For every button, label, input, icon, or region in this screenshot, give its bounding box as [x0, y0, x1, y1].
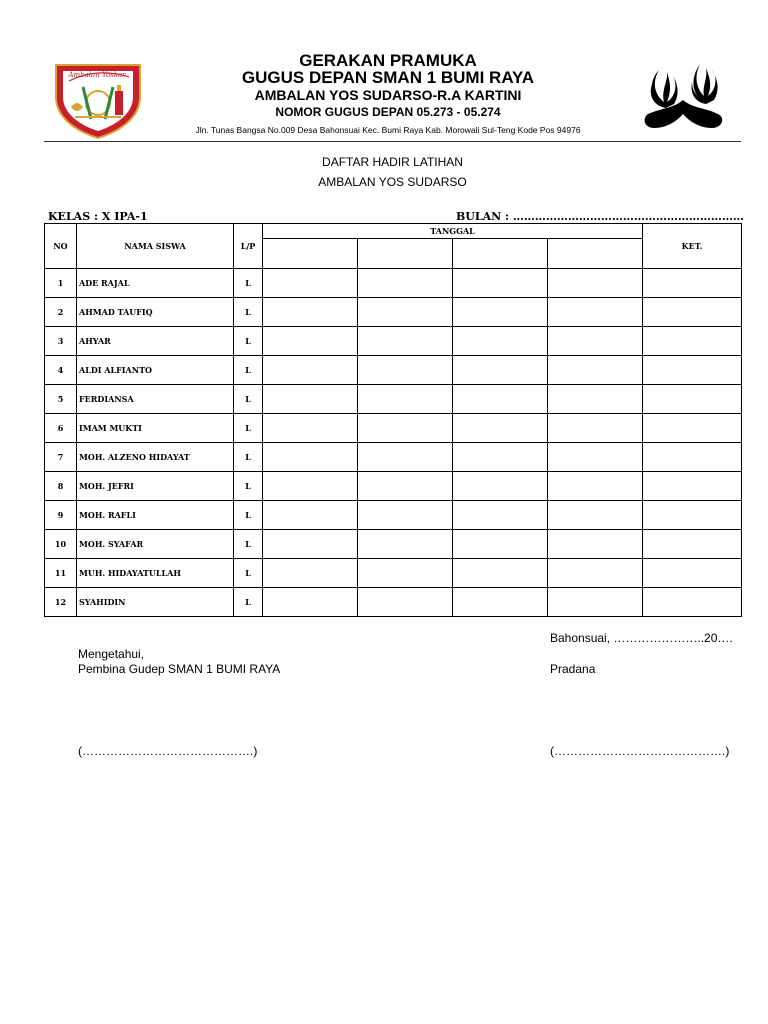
- student-name: FERDIANSA: [77, 385, 234, 414]
- header-nama: NAMA SISWA: [77, 224, 234, 269]
- header-tanggal: TANGGAL: [263, 224, 643, 239]
- row-number: 11: [45, 559, 77, 588]
- letterhead: [150, 52, 626, 136]
- gender: L: [234, 559, 263, 588]
- pembina-label: Pembina Gudep SMAN 1 BUMI RAYA: [78, 662, 281, 676]
- signature-line-pembina: (…………………………………….): [78, 744, 258, 758]
- student-name: MOH. SYAFAR: [77, 530, 234, 559]
- table-row: [45, 414, 742, 443]
- table-row: [45, 269, 742, 298]
- mengetahui-label: Mengetahui,: [78, 647, 145, 661]
- attendance-cell[interactable]: [548, 327, 643, 356]
- gender: L: [234, 269, 263, 298]
- gender: L: [234, 501, 263, 530]
- row-number: 6: [45, 414, 77, 443]
- header-ket: KET.: [643, 224, 742, 269]
- attendance-cell[interactable]: [453, 530, 548, 559]
- attendance-cell[interactable]: [358, 269, 453, 298]
- attendance-cell[interactable]: [358, 356, 453, 385]
- attendance-cell[interactable]: [548, 501, 643, 530]
- row-number: 3: [45, 327, 77, 356]
- attendance-cell[interactable]: [263, 356, 358, 385]
- attendance-cell[interactable]: [358, 530, 453, 559]
- ket-cell[interactable]: [643, 501, 742, 530]
- student-name: ALDI ALFIANTO: [77, 356, 234, 385]
- table-row: [45, 530, 742, 559]
- ket-cell[interactable]: [643, 443, 742, 472]
- attendance-cell[interactable]: [263, 588, 358, 617]
- table-row: [45, 443, 742, 472]
- attendance-cell[interactable]: [548, 414, 643, 443]
- table-row: [45, 472, 742, 501]
- attendance-cell[interactable]: [548, 443, 643, 472]
- attendance-cell[interactable]: [358, 298, 453, 327]
- pradana-label: Pradana: [550, 662, 596, 676]
- attendance-cell[interactable]: [263, 385, 358, 414]
- row-number: 10: [45, 530, 77, 559]
- gender: L: [234, 472, 263, 501]
- ket-cell[interactable]: [643, 472, 742, 501]
- row-number: 7: [45, 443, 77, 472]
- tanggal-cell[interactable]: [263, 239, 358, 269]
- ket-cell[interactable]: [643, 530, 742, 559]
- ket-cell[interactable]: [643, 559, 742, 588]
- attendance-cell[interactable]: [453, 385, 548, 414]
- kelas-label: KELAS : X IPA-1: [48, 210, 148, 223]
- student-name: MUH. HIDAYATULLAH: [77, 559, 234, 588]
- table-row: [45, 385, 742, 414]
- attendance-cell[interactable]: [548, 298, 643, 327]
- attendance-cell[interactable]: [453, 414, 548, 443]
- gender: L: [234, 298, 263, 327]
- table-row: [45, 298, 742, 327]
- attendance-cell[interactable]: [263, 414, 358, 443]
- attendance-cell[interactable]: [358, 385, 453, 414]
- attendance-cell[interactable]: [358, 327, 453, 356]
- gender: L: [234, 443, 263, 472]
- document-subtitle: AMBALAN YOS SUDARSO: [318, 175, 467, 189]
- attendance-cell[interactable]: [358, 501, 453, 530]
- ambalan-shield-logo: [53, 59, 143, 139]
- attendance-cell[interactable]: [453, 327, 548, 356]
- place-date: Bahonsuai, …………………..20….: [550, 631, 733, 645]
- ket-cell[interactable]: [643, 269, 742, 298]
- ket-cell[interactable]: [643, 356, 742, 385]
- attendance-cell[interactable]: [263, 443, 358, 472]
- student-name: ADE RAJAL: [77, 269, 234, 298]
- student-name: MOH. JEFRI: [77, 472, 234, 501]
- gender: L: [234, 356, 263, 385]
- gudep-name: GUGUS DEPAN SMAN 1 BUMI RAYA: [241, 68, 535, 87]
- attendance-cell[interactable]: [263, 501, 358, 530]
- attendance-cell[interactable]: [358, 414, 453, 443]
- attendance-cell[interactable]: [453, 472, 548, 501]
- ambalan-name: AMBALAN YOS SUDARSO-R.A KARTINI: [254, 87, 522, 103]
- gender: L: [234, 385, 263, 414]
- header-lp: L/P: [234, 224, 263, 269]
- attendance-cell[interactable]: [548, 385, 643, 414]
- row-number: 5: [45, 385, 77, 414]
- attendance-cell[interactable]: [548, 356, 643, 385]
- student-name: MOH. RAFLI: [77, 501, 234, 530]
- attendance-cell[interactable]: [263, 327, 358, 356]
- attendance-cell[interactable]: [453, 269, 548, 298]
- gender: L: [234, 327, 263, 356]
- address: Jln. Tunas Bangsa No.009 Desa Bahonsuai Kec. Bumi Raya Kab. Morowali Sul-Teng Kode Pos 94976: [195, 125, 581, 135]
- scout-tunas-emblem: [634, 60, 732, 134]
- attendance-cell[interactable]: [453, 588, 548, 617]
- attendance-cell[interactable]: [263, 530, 358, 559]
- row-number: 1: [45, 269, 77, 298]
- student-name: AHYAR: [77, 327, 234, 356]
- ket-cell[interactable]: [643, 588, 742, 617]
- attendance-table: [44, 223, 742, 617]
- row-number: 4: [45, 356, 77, 385]
- attendance-cell[interactable]: [263, 298, 358, 327]
- row-number: 8: [45, 472, 77, 501]
- signature-line-pradana: (…………………………………….): [550, 744, 730, 758]
- ket-cell[interactable]: [643, 298, 742, 327]
- gender: L: [234, 588, 263, 617]
- tanggal-cell[interactable]: [358, 239, 453, 269]
- attendance-cell[interactable]: [453, 298, 548, 327]
- tanggal-cell[interactable]: [548, 239, 643, 269]
- ket-cell[interactable]: [643, 414, 742, 443]
- table-row: [45, 356, 742, 385]
- attendance-cell[interactable]: [263, 559, 358, 588]
- attendance-cell[interactable]: [548, 559, 643, 588]
- org-name: GERAKAN PRAMUKA: [299, 51, 477, 70]
- gender: L: [234, 530, 263, 559]
- attendance-cell[interactable]: [453, 501, 548, 530]
- header-divider: [44, 141, 741, 142]
- attendance-cell[interactable]: [453, 559, 548, 588]
- table-row: [45, 501, 742, 530]
- student-name: MOH. ALZENO HIDAYAT: [77, 443, 234, 472]
- ket-cell[interactable]: [643, 385, 742, 414]
- student-name: SYAHIDIN: [77, 588, 234, 617]
- table-row: [45, 327, 742, 356]
- svg-text:Ambalan Yoskar: Ambalan Yoskar: [68, 71, 126, 79]
- attendance-cell[interactable]: [263, 472, 358, 501]
- attendance-cell[interactable]: [453, 443, 548, 472]
- student-name: IMAM MUKTI: [77, 414, 234, 443]
- attendance-cell[interactable]: [453, 356, 548, 385]
- attendance-cell[interactable]: [358, 472, 453, 501]
- bulan-label: BULAN : ………………………………………………………: [456, 210, 744, 223]
- student-name: AHMAD TAUFIQ: [77, 298, 234, 327]
- row-number: 9: [45, 501, 77, 530]
- gudep-number: NOMOR GUGUS DEPAN 05.273 - 05.274: [275, 105, 501, 119]
- attendance-cell[interactable]: [358, 559, 453, 588]
- attendance-cell[interactable]: [548, 269, 643, 298]
- gender: L: [234, 414, 263, 443]
- attendance-cell[interactable]: [358, 588, 453, 617]
- attendance-cell[interactable]: [548, 472, 643, 501]
- row-number: 2: [45, 298, 77, 327]
- table-row: [45, 588, 742, 617]
- row-number: 12: [45, 588, 77, 617]
- tanggal-cell[interactable]: [453, 239, 548, 269]
- header-no: NO: [45, 224, 77, 269]
- document-title: DAFTAR HADIR LATIHAN: [322, 155, 463, 169]
- attendance-cell[interactable]: [358, 443, 453, 472]
- ket-cell[interactable]: [643, 327, 742, 356]
- attendance-cell[interactable]: [263, 269, 358, 298]
- attendance-cell[interactable]: [548, 530, 643, 559]
- table-row: [45, 559, 742, 588]
- attendance-cell[interactable]: [548, 588, 643, 617]
